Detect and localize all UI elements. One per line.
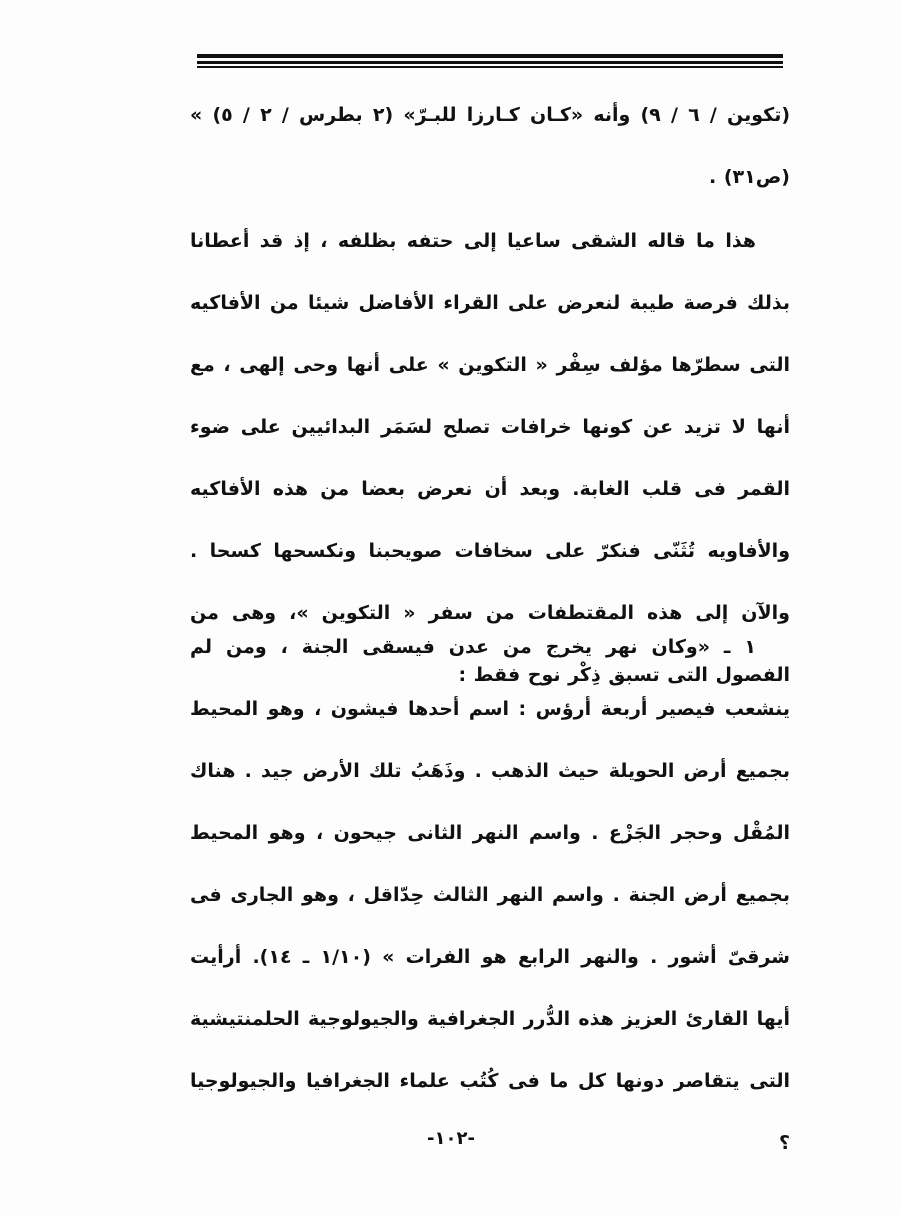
header-rule: [197, 54, 783, 58]
continuation-paragraph: (تكوين / ٦ / ٩) وأنه «كـان كـارزا للبـرّ» (٢ بطرس / ٢ / ٥) » (ص٣١) .: [190, 104, 791, 188]
body-paragraph: هذا ما قاله الشقى ساعيا إلى حتفه بظلفه ، إذ قد أعطانا بذلك فرصة طيبة لنعرض على القراء الأفاضل شيئا من الأفاكيه التى سطرّها مؤلف سِفْر « التكوين » على أنها وحى إلهى ، مع أنها لا تزيد عن كونها خرافات تصلح لسَمَر البدائيين على ضوء القمر فى قلب الغابة. وبعد أن نعرض بعضا من هذه الأفاكيه والأفاويه تُثَنّى فنكرّ على سخافات صويحبنا ونكسحها كسحا . والآن إلى هذه المقتطفات من سفر « التكوين »، وهى من الفصول التى تسبق ذِكْر نوح فقط :: [190, 230, 790, 686]
quoted-paragraph: ١ ـ «وكان نهر يخرج من عدن فيسقى الجنة ، ومن لم ينشعب فيصير أربعة أرؤس : اسم أحدها فيشون ، وهو المحيط بجميع أرض الحويلة حيث الذهب . وذَهَبُ تلك الأرض جيد . هناك المُقْل وحجر الجَزْع . واسم النهر الثانى جيحون ، وهو المحيط بجميع أرض الجنة . واسم النهر الثالث حِدّاقل ، وهو الجارى فى شرقىّ أشور . والنهر الرابع هو الفرات » (١/١٠ ـ ١٤). أرأيت أيها القارئ العزيز هذه الدُّرر الجغرافية والجيولوجية الحلمنتيشية التى يتقاصر دونها كل ما فى كُتُب علماء الجغرافيا والجيولوجيا ؟: [190, 636, 790, 1154]
page-number: -١٠٢-: [427, 1128, 475, 1149]
header-rule: [197, 66, 783, 68]
header-rule: [197, 61, 783, 64]
